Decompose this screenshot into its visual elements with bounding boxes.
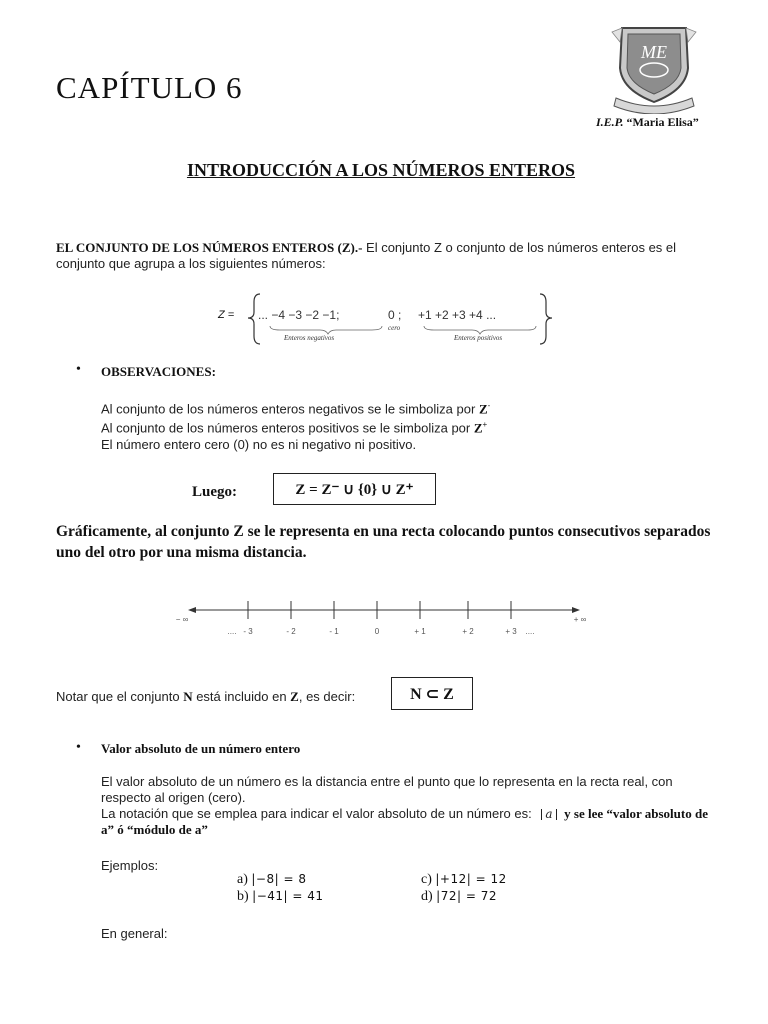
label-enteros-positivos: Enteros positivos [454, 334, 503, 342]
left-infinity-label: − ∞ [175, 615, 189, 624]
intro-heading: EL CONJUNTO DE LOS NÚMEROS ENTEROS (Z).- [56, 240, 363, 255]
number-line-label: + 2 [462, 627, 474, 636]
section-title [0, 160, 768, 181]
number-line-label: - 1 [329, 627, 339, 636]
number-line-label: .... [525, 627, 535, 636]
bullet-icon: • [76, 362, 81, 377]
observacion-line: Al conjunto de los números enteros negativos se le simboliza por Z- [101, 401, 491, 417]
label-enteros-negativos: Enteros negativos [284, 334, 335, 342]
arrow-left-icon [188, 607, 196, 613]
right-infinity-label: + ∞ [573, 615, 587, 624]
valor-absoluto-text [101, 774, 721, 838]
intro-paragraph [56, 240, 716, 272]
en-general-label: En general: [101, 926, 168, 941]
school-prefix: I.E.P. [596, 115, 624, 129]
subset-formula-box [391, 677, 473, 710]
set-negative-values: ... −4 −3 −2 −1; [258, 308, 340, 322]
chapter-title: CAPÍTULO 6 [56, 70, 243, 105]
set-zero-value: 0 ; [388, 308, 402, 322]
luego-formula-box [273, 473, 436, 505]
number-line-label: .... [227, 627, 237, 636]
observacion-line: Al conjunto de los números enteros positivos se le simboliza por Z+ [101, 420, 488, 436]
set-positive-values: +1 +2 +3 +4 ... [418, 308, 497, 322]
number-line-label: + 3 [505, 627, 517, 636]
number-line-label: + 1 [414, 627, 426, 636]
example-d: d) |72| = 72 [421, 889, 497, 904]
set-n: N [183, 689, 193, 704]
observaciones-list [101, 398, 661, 453]
intro-text: El conjunto Z o conjunto de los números enteros es el conjunto que agrupa a los siguientes números: [56, 240, 677, 271]
section-title-text: INTRODUCCIÓN A LOS NÚMEROS ENTEROS [186, 160, 576, 180]
arrow-right-icon [572, 607, 580, 613]
school-title: “Maria Elisa” [626, 115, 699, 129]
graficamente-paragraph: Gráficamente, al conjunto Z se le representa en una recta colocando puntos consecutivos separados uno del otro por una misma distancia. [56, 523, 711, 561]
school-crest-logo [608, 18, 700, 114]
valor-absoluto-definition: El valor absoluto de un número es la distancia entre el punto que lo representa en la recta real, con respecto al origen (cero). [101, 774, 673, 805]
number-line-label: 0 [374, 627, 380, 636]
luego-formula: Z = Z⁻ ∪ {0} ∪ Z⁺ [295, 481, 414, 498]
subset-formula: N ⊂ Z [410, 685, 454, 703]
example-b: b) |−41| = 41 [237, 889, 324, 904]
observaciones-heading: OBSERVACIONES: [101, 364, 216, 379]
label-cero: cero [388, 324, 401, 332]
set-lhs: Z = [218, 309, 235, 321]
valor-absoluto-notation: La notación que se emplea para indicar el valor absoluto de un número es: a y se lee “valor absoluto de a” ó “módulo de a” [101, 806, 708, 837]
integer-set-figure [210, 290, 560, 346]
observacion-line: El número entero cero (0) no es ni negativo ni positivo. [101, 436, 417, 452]
school-name [596, 115, 699, 130]
bullet-icon: • [76, 740, 81, 755]
example-c: c) |+12| = 12 [421, 872, 507, 887]
notar-paragraph: Notar que el conjunto N está incluido en Z, es decir: [56, 689, 356, 704]
set-z: Z [290, 689, 299, 704]
example-a: a) |−8| = 8 [237, 872, 307, 887]
number-line-label: - 3 [243, 627, 253, 636]
ejemplos-label: Ejemplos: [101, 858, 159, 873]
luego-label: Luego: [192, 484, 237, 500]
number-line [170, 598, 600, 642]
number-line-label: - 2 [286, 627, 296, 636]
abs-symbol: a [541, 809, 556, 820]
svg-text:ME: ME [641, 42, 667, 62]
valor-absoluto-heading: Valor absoluto de un número entero [101, 741, 301, 756]
